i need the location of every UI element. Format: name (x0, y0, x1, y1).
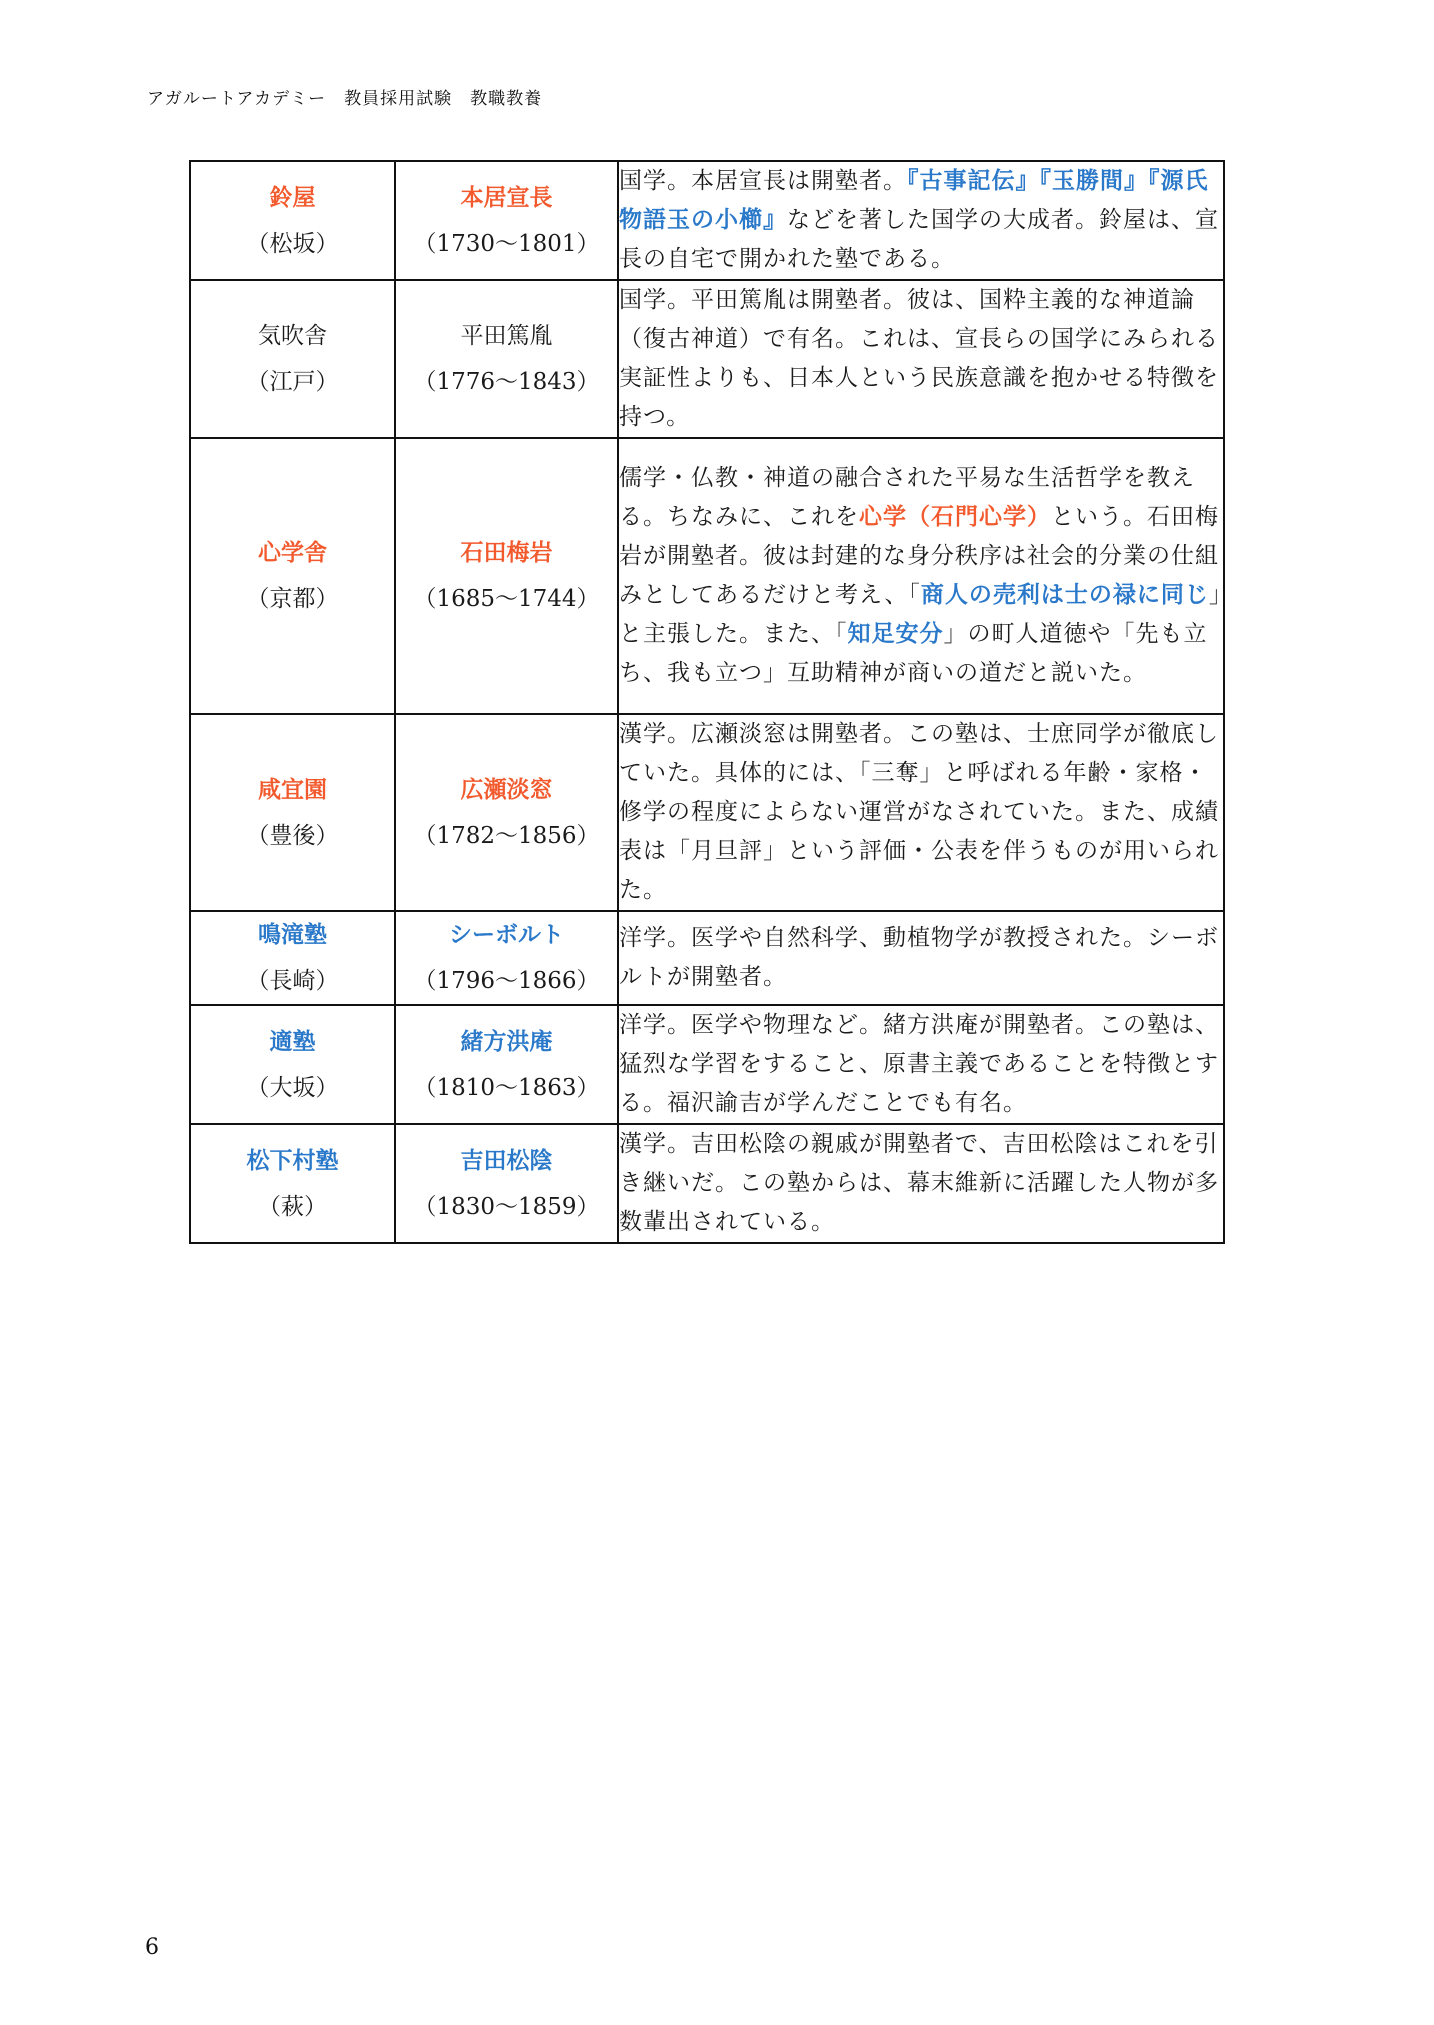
founder-name: 広瀬淡窓 (460, 776, 553, 803)
description-text: などを著した国学の大成者。鈴屋は、宣長の自宅で開かれた塾である。 (619, 207, 1219, 272)
founder-cell (395, 438, 618, 714)
founder-name: 平田篤胤 (460, 323, 553, 349)
description-text: 漢学。吉田松陰の親戚が開塾者で、吉田松陰はこれを引き継いだ。この塾からは、幕末維新に活躍した人物が多数輩出されている。 (619, 1131, 1219, 1235)
table-row (190, 438, 1224, 714)
school-location: （大坂） (246, 1074, 339, 1101)
description-cell (618, 438, 1224, 714)
school-name-cell (190, 161, 395, 280)
school-location: （長崎） (246, 968, 339, 994)
school-name: 心学舎 (258, 540, 327, 566)
juku-table (189, 160, 1225, 1244)
highlighted-term: 知足安分 (847, 621, 944, 647)
founder-years: （1730〜1801） (413, 230, 600, 257)
founder-name: シーボルト (449, 922, 564, 948)
table-row (190, 280, 1224, 438)
description-cell (618, 1124, 1224, 1243)
school-name-cell (190, 438, 395, 714)
table-row (190, 1005, 1224, 1124)
school-name: 気吹舎 (258, 323, 327, 349)
founder-cell (395, 714, 618, 911)
page-number: 6 (145, 1935, 159, 1960)
founder-years: （1810〜1863） (413, 1074, 600, 1101)
description-cell (618, 1005, 1224, 1124)
description-text: 洋学。医学や物理など。緒方洪庵が開塾者。この塾は、猛烈な学習をすること、原書主義であることを特徴とする。福沢諭吉が学んだことでも有名。 (619, 1012, 1219, 1116)
description-text: 」と主張した。また、「 (619, 582, 1222, 647)
school-location: （豊後） (246, 822, 339, 849)
founder-name: 石田梅岩 (460, 540, 553, 566)
school-name: 鈴屋 (269, 184, 316, 211)
founder-years: （1796〜1866） (413, 968, 600, 994)
school-name: 松下村塾 (246, 1147, 339, 1174)
founder-name: 緒方洪庵 (460, 1028, 553, 1055)
description-cell (618, 280, 1224, 438)
highlighted-term: 『古事記伝』『玉勝間』『源氏物語玉の小櫛』 (619, 168, 1209, 233)
description-text: 漢学。広瀬淡窓は開塾者。この塾は、士庶同学が徹底していた。具体的には、「三奪」と呼ばれる年齢・家格・修学の程度によらない運営がなされていた。また、成績表は「月旦評」という評価・公表を伴うものが用いられた。 (619, 721, 1219, 903)
founder-years: （1776〜1843） (413, 369, 600, 395)
highlighted-term: 心学（石門心学） (859, 504, 1051, 530)
table-row (190, 161, 1224, 280)
description-text: 国学。平田篤胤は開塾者。彼は、国粋主義的な神道論（復古神道）で有名。これは、宣長らの国学にみられる実証性よりも、日本人という民族意識を抱かせる特徴を持つ。 (619, 287, 1219, 430)
page-header: アガルートアカデミー 教員採用試験 教職教養 (147, 89, 543, 109)
juku-table-body (190, 161, 1224, 1243)
school-location: （江戸） (246, 369, 339, 395)
founder-name: 吉田松陰 (460, 1147, 553, 1174)
highlighted-term: 商人の売利は士の禄に同じ (920, 582, 1209, 608)
description-cell (618, 911, 1224, 1005)
school-name-cell (190, 1005, 395, 1124)
description-cell (618, 714, 1224, 911)
table-row (190, 1124, 1224, 1243)
description-text: 」の町人道徳や「先も立ち、我も立つ」互助精神が商いの道だと説いた。 (619, 621, 1208, 686)
school-name: 適塾 (269, 1028, 316, 1055)
description-text: 国学。本居宣長は開塾者。 (619, 168, 907, 194)
school-location: （京都） (246, 586, 339, 612)
founder-years: （1685〜1744） (413, 586, 600, 612)
school-name-cell (190, 714, 395, 911)
founder-years: （1830〜1859） (413, 1193, 600, 1220)
school-name-cell (190, 911, 395, 1005)
school-name-cell (190, 1124, 395, 1243)
description-text: 儒学・仏教・神道の融合された平易な生活哲学を教える。ちなみに、これを (619, 465, 1195, 530)
founder-years: （1782〜1856） (413, 822, 600, 849)
table-row (190, 911, 1224, 1005)
school-location: （萩） (258, 1193, 327, 1220)
founder-cell (395, 280, 618, 438)
description-text: という。石田梅岩が開塾者。彼は封建的な身分秩序は社会的分業の仕組みとしてあるだけと考え、「 (619, 504, 1219, 608)
founder-name: 本居宣長 (460, 184, 553, 211)
description-text: 洋学。医学や自然科学、動植物学が教授された。シーボルトが開塾者。 (619, 925, 1219, 990)
description-cell (618, 161, 1224, 280)
school-location: （松坂） (246, 230, 339, 257)
founder-cell (395, 161, 618, 280)
founder-cell (395, 1005, 618, 1124)
school-name: 咸宜園 (258, 776, 327, 803)
table-row (190, 714, 1224, 911)
school-name-cell (190, 280, 395, 438)
founder-cell (395, 1124, 618, 1243)
school-name: 鳴滝塾 (258, 922, 327, 948)
founder-cell (395, 911, 618, 1005)
